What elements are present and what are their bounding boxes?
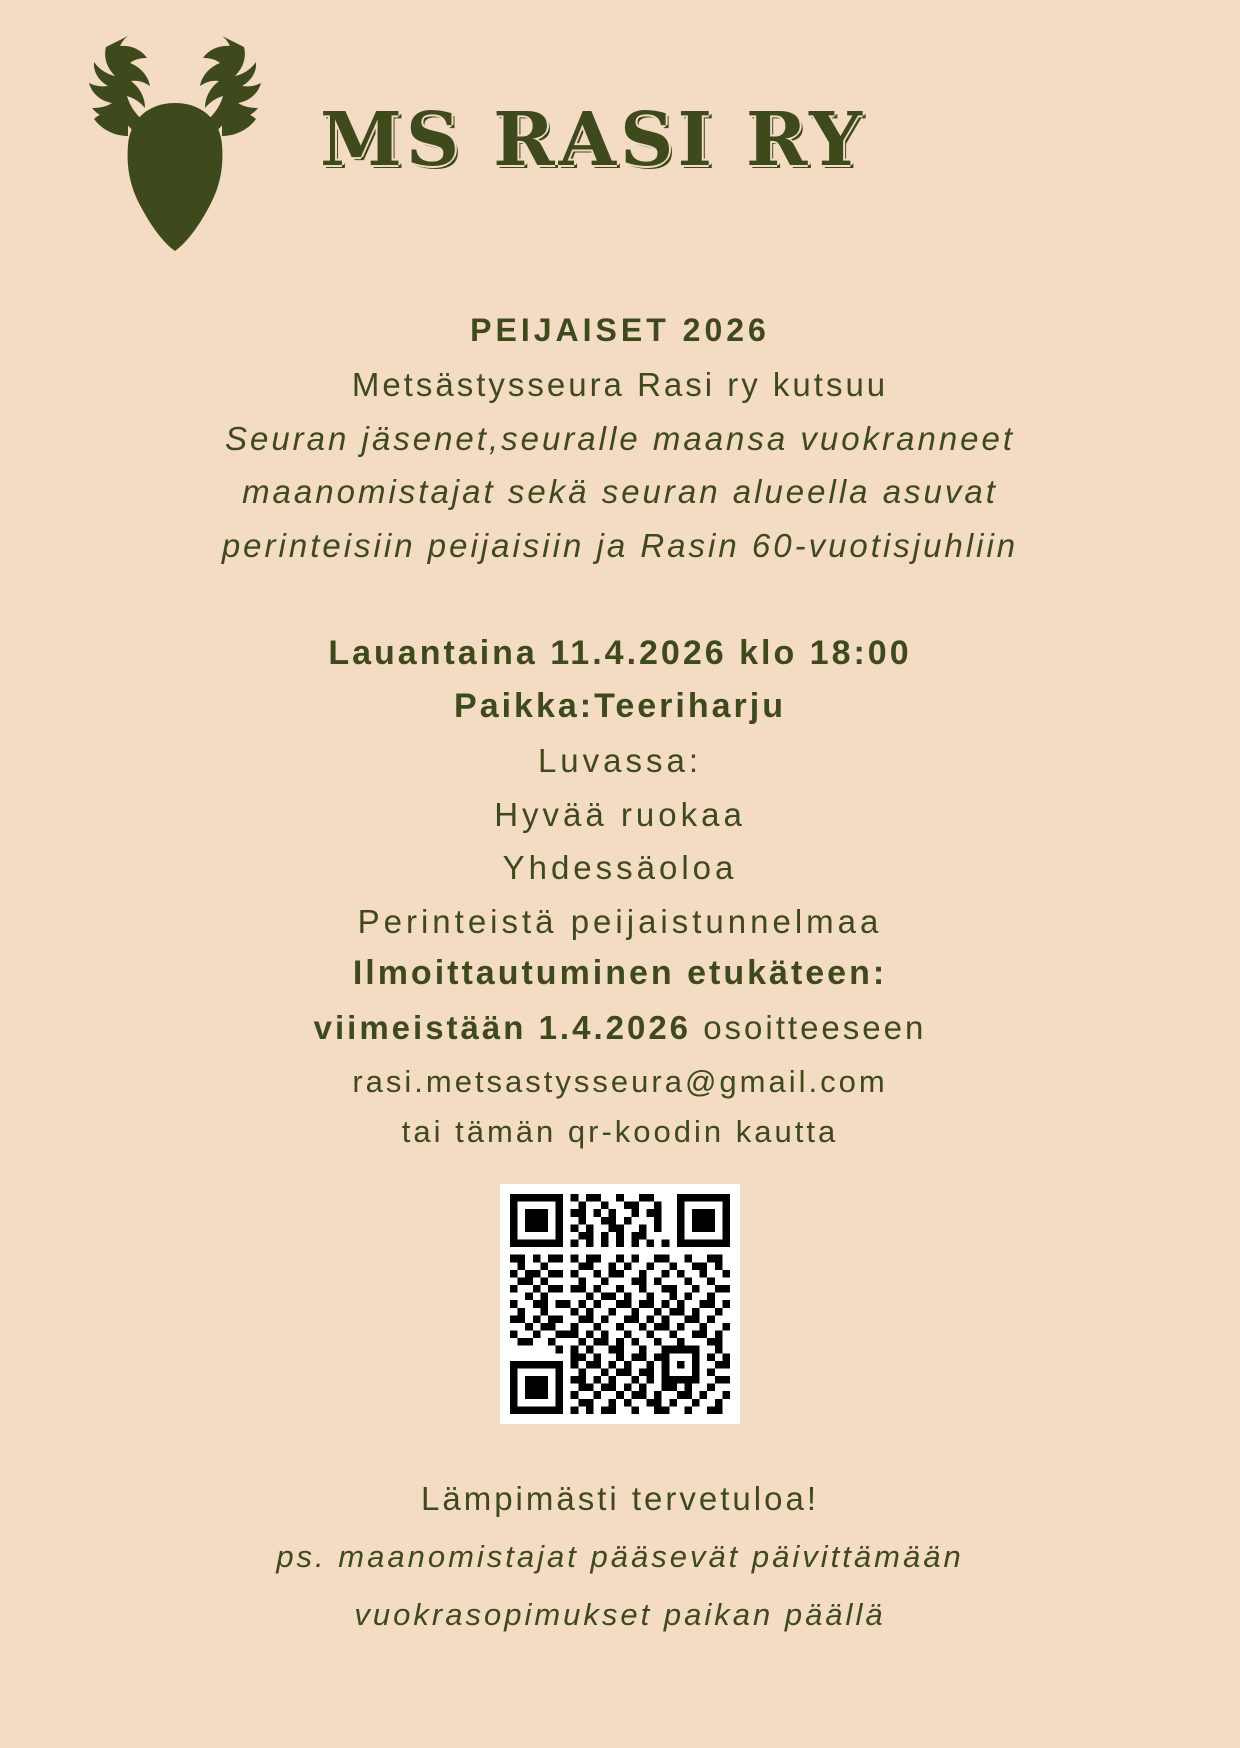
org-title: MS RASI RY (320, 97, 866, 183)
invite-line: Metsästysseura Rasi ry kutsuu (351, 366, 889, 404)
event-title: PEIJAISET 2026 (470, 312, 770, 348)
qr-code-container (40, 1184, 1200, 1424)
promise-label: Luvassa: (537, 742, 703, 780)
poster-content (0, 308, 1240, 1639)
signup-heading: Ilmoittautuminen etukäteen: (352, 954, 888, 993)
invited-line-1: Seuran jäsenet,seuralle maansa vuokranneet (224, 419, 1016, 457)
signup-deadline-date: viimeistään 1.4.2026 (313, 1009, 692, 1047)
poster-footer (40, 1476, 1200, 1639)
signup-deadline (40, 1005, 1200, 1051)
qr-hint: tai tämän qr-koodin kautta (401, 1114, 839, 1150)
spacer (40, 568, 1200, 624)
promise-item-2: Yhdessäoloa (502, 849, 738, 887)
qr-code-icon[interactable] (500, 1184, 740, 1424)
signup-deadline-rest: osoitteeseen (703, 1009, 927, 1047)
invited-line-2: maanomistajat sekä seuran alueella asuvat (242, 473, 998, 511)
signup-email: rasi.metsastysseura@gmail.com (352, 1063, 888, 1099)
ps-line-1: ps. maanomistajat pääsevät päivittämään (276, 1538, 964, 1574)
ps-line-2: vuokrasopimukset paikan päällä (354, 1597, 886, 1633)
promise-item-1: Hyvää ruokaa (494, 795, 746, 833)
event-datetime: Lauantaina 11.4.2026 klo 18:00 (328, 634, 912, 673)
event-place: Paikka:Teeriharju (454, 687, 786, 726)
invited-line-3: perinteisiin peijaisiin ja Rasin 60-vuotisjuhliin (221, 526, 1019, 564)
poster-header (0, 0, 1240, 250)
welcome-line: Lämpimästi tervetuloa! (421, 1480, 819, 1518)
promise-item-3: Perinteistä peijaistunnelmaa (357, 902, 883, 940)
deer-head-icon (70, 25, 280, 255)
